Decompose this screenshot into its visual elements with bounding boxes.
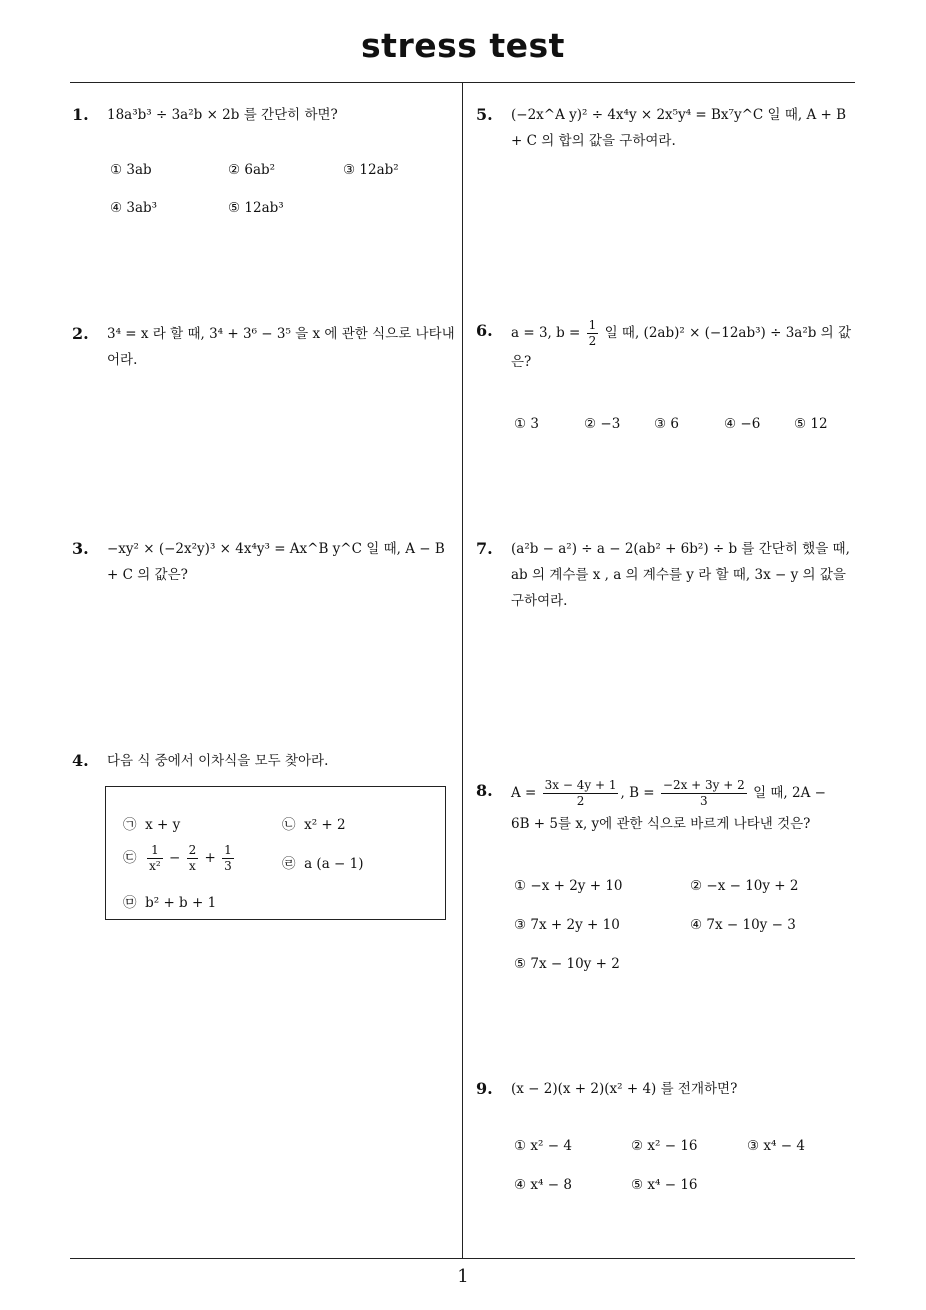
- page-title: stress test: [361, 26, 565, 65]
- question-8: [476, 778, 860, 839]
- question-number: 7.: [476, 539, 493, 558]
- text-part: a = 3, b =: [511, 325, 581, 341]
- choice-1[interactable]: ① 3ab: [110, 162, 152, 178]
- question-text: (−2x^A y)² ÷ 4x⁴y × 2x⁵y⁴ = Bx⁷y^C 일 때, A + B + C 의 합의 값을 구하여라.: [511, 107, 847, 149]
- operator: +: [204, 850, 216, 866]
- choice-5[interactable]: ⑤ 12ab³: [228, 200, 284, 216]
- option-c: [123, 843, 236, 874]
- option-label: ㉡: [282, 817, 296, 833]
- fraction: $\frac{-2x + 3y + 2}{3}$: [662, 778, 745, 808]
- choice-4[interactable]: ④ −6: [724, 416, 761, 432]
- option-expression: x² + 2: [304, 817, 346, 833]
- choice-2[interactable]: ② 6ab²: [228, 162, 276, 178]
- column-divider: [462, 82, 463, 1259]
- question-text: (x − 2)(x + 2)(x² + 4) 를 전개하면?: [511, 1081, 738, 1097]
- option-e: [123, 891, 216, 911]
- text-part: A =: [511, 785, 537, 801]
- choice-5[interactable]: ⑤ x⁴ − 16: [631, 1177, 698, 1193]
- question-text: (a²b − a²) ÷ a − 2(ab² + 6b²) ÷ b 를 간단히 했을 때, ab 의 계수를 x , a 의 계수를 y 라 할 때, 3x − y 의 값을 구하여라.: [511, 541, 850, 609]
- question-1: [72, 102, 457, 128]
- option-label: ㉤: [123, 895, 137, 911]
- question-6: [476, 318, 860, 375]
- option-expression: x + y: [145, 817, 181, 833]
- question-text: [511, 318, 860, 375]
- choice-3[interactable]: ③ 12ab²: [343, 162, 399, 178]
- choice-1[interactable]: ① 3: [514, 416, 539, 432]
- choice-2[interactable]: ② −x − 10y + 2: [690, 878, 799, 894]
- fraction: $\frac{1}{3}$: [224, 843, 232, 873]
- bottom-rule: [70, 1258, 855, 1259]
- option-a: [123, 813, 180, 833]
- choice-3[interactable]: ③ 6: [654, 416, 679, 432]
- option-b: [282, 813, 346, 833]
- choice-4[interactable]: ④ 7x − 10y − 3: [690, 917, 796, 933]
- choice-1[interactable]: ① −x + 2y + 10: [514, 878, 623, 894]
- question-number: 2.: [72, 324, 89, 343]
- choice-2[interactable]: ② x² − 16: [631, 1138, 698, 1154]
- option-expression: a (a − 1): [304, 856, 364, 872]
- question-number: 6.: [476, 321, 493, 340]
- operator: −: [168, 850, 181, 866]
- question-5: [476, 102, 860, 154]
- question-7: [476, 536, 860, 614]
- page-number: 1: [457, 1266, 469, 1287]
- expression-box: [105, 786, 446, 920]
- text-part: 일 때, 2A −: [753, 785, 826, 801]
- question-text: [511, 778, 860, 839]
- question-2: [72, 321, 457, 373]
- question-text: 다음 식 중에서 이차식을 모두 찾아라.: [107, 753, 329, 769]
- option-d: [282, 852, 364, 872]
- question-text: 18a³b³ ÷ 3a²b × 2b 를 간단히 하면?: [107, 107, 338, 123]
- option-label: ㉠: [123, 817, 137, 833]
- choice-3[interactable]: ③ x⁴ − 4: [747, 1138, 805, 1154]
- choice-5[interactable]: ⑤ 12: [794, 416, 828, 432]
- question-4: [72, 748, 457, 774]
- option-label: ㉢: [123, 850, 137, 866]
- option-expression: b² + b + 1: [145, 895, 217, 911]
- question-number: 4.: [72, 751, 89, 770]
- fraction: $\frac{2}{x}$: [188, 843, 197, 873]
- choice-2[interactable]: ② −3: [584, 416, 621, 432]
- choice-4[interactable]: ④ 3ab³: [110, 200, 158, 216]
- text-part: 6B + 5를 x, y에 관한 식으로 바르게 나타낸 것은?: [511, 816, 811, 832]
- choice-5[interactable]: ⑤ 7x − 10y + 2: [514, 956, 620, 972]
- option-label: ㉣: [282, 856, 296, 872]
- fraction: $\frac{1}{\text{x²}}$: [149, 843, 161, 873]
- question-3: [72, 536, 457, 588]
- question-text: 3⁴ = x 라 할 때, 3⁴ + 3⁶ − 3⁵ 을 x 에 관한 식으로 나타내어라.: [107, 326, 455, 368]
- question-number: 8.: [476, 781, 493, 800]
- text-part: 일 때, (2ab)² × (−12ab³) ÷ 3a²b 의 값은?: [511, 325, 852, 370]
- choice-3[interactable]: ③ 7x + 2y + 10: [514, 917, 620, 933]
- choice-4[interactable]: ④ x⁴ − 8: [514, 1177, 572, 1193]
- question-number: 5.: [476, 105, 493, 124]
- fraction: $\frac{1}{2}$: [588, 318, 597, 348]
- question-number: 3.: [72, 539, 89, 558]
- question-number: 9.: [476, 1079, 493, 1098]
- choice-1[interactable]: ① x² − 4: [514, 1138, 572, 1154]
- text-part: , B =: [620, 785, 655, 801]
- question-9: [476, 1076, 860, 1102]
- question-number: 1.: [72, 105, 89, 124]
- question-text: −xy² × (−2x²y)³ × 4x⁴y³ = Ax^B y^C 일 때, A − B + C 의 값은?: [107, 541, 445, 583]
- fraction: $\frac{3x - 4y + 1}{2}$: [544, 778, 617, 808]
